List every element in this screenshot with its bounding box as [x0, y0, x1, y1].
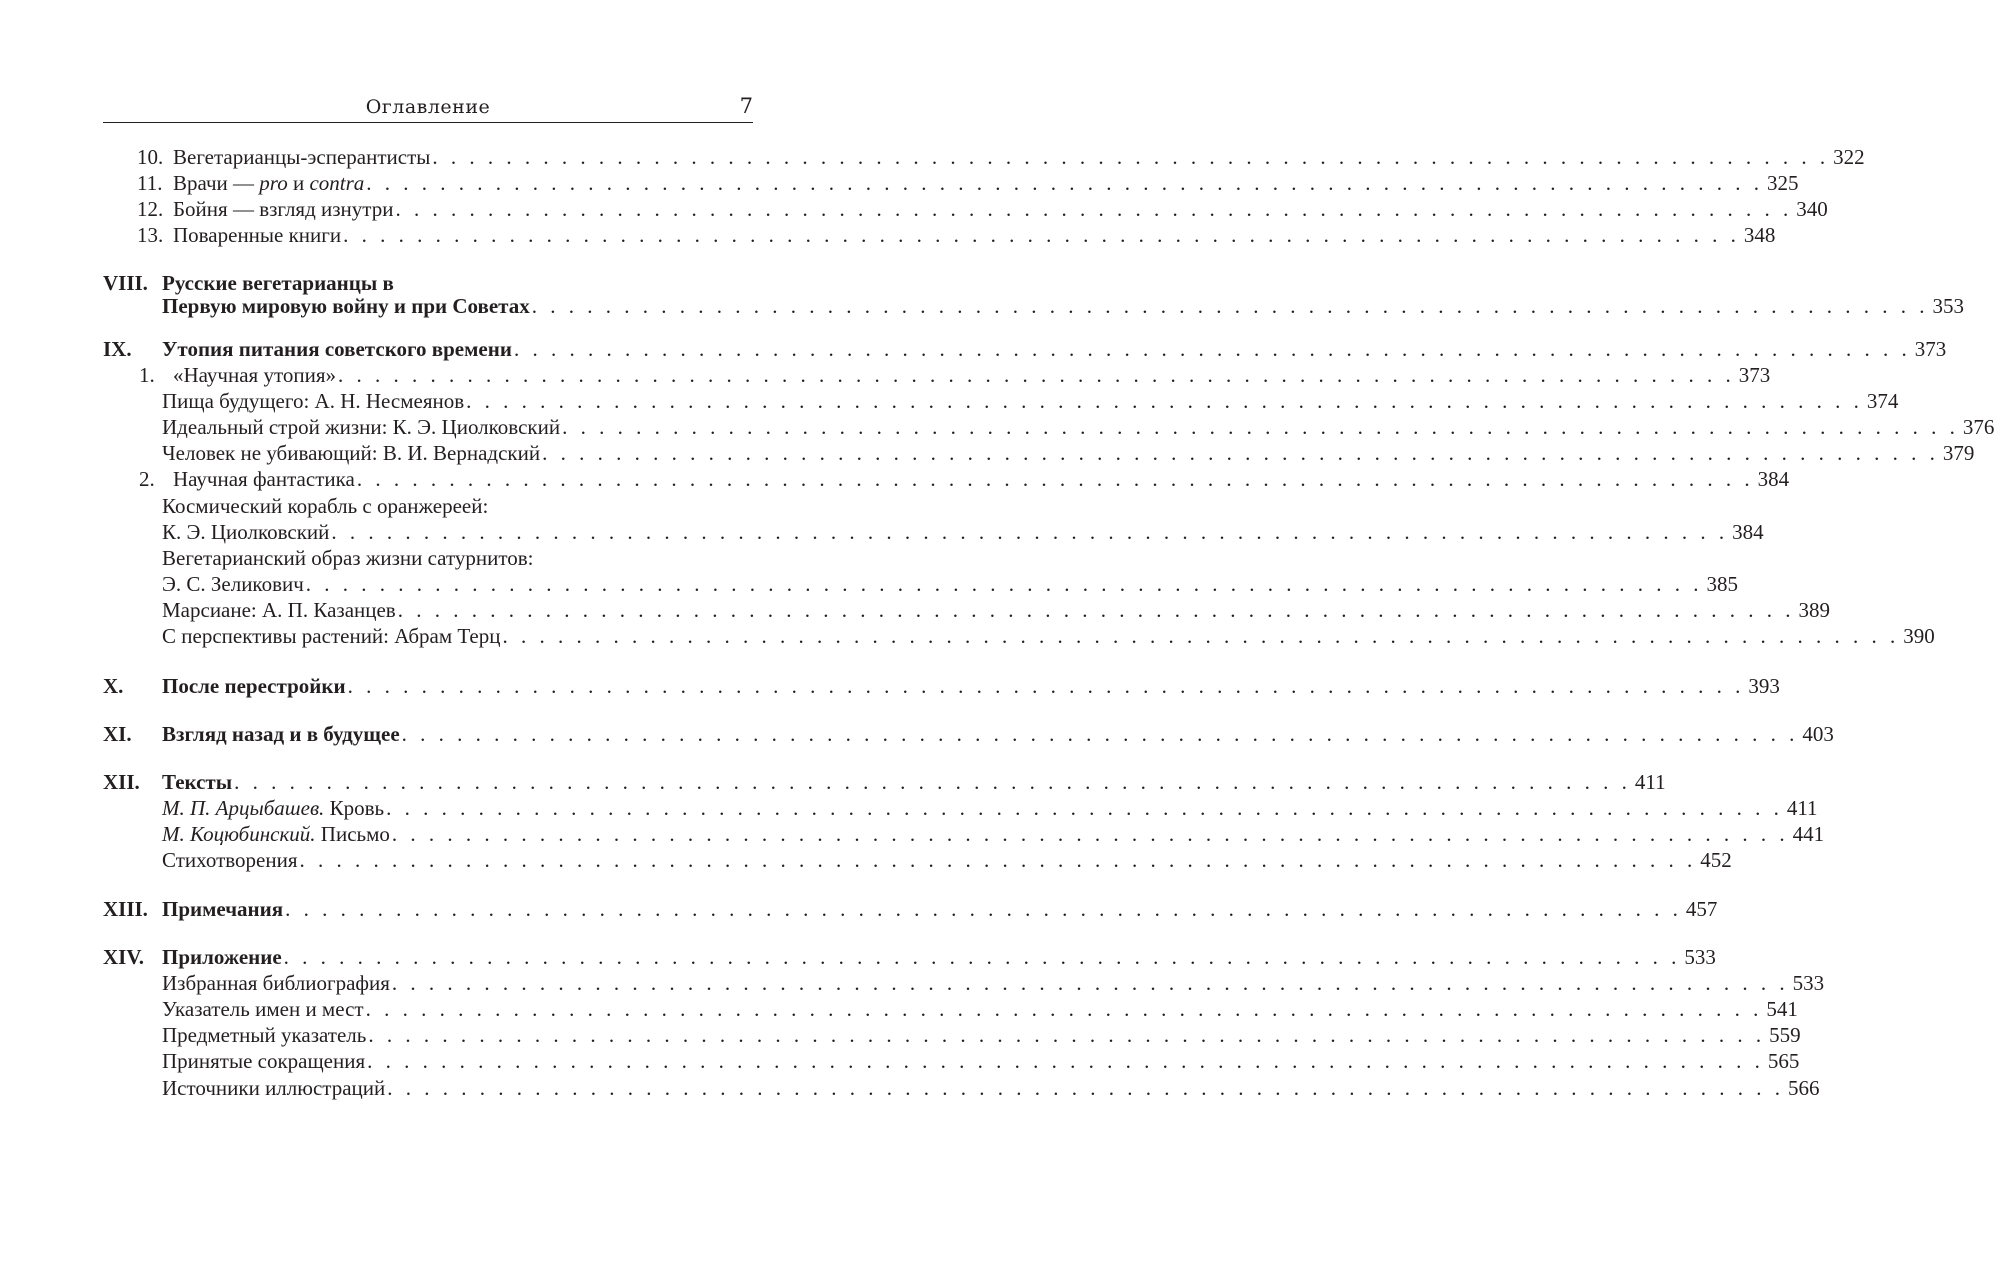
toc-page-number: 393 — [1748, 674, 1780, 698]
toc-entry-title: Поваренные книги — [173, 223, 342, 247]
dot-leader: . . . . . . . . . . . . . . . . . . . . . . . . . . . . . . . . . . . . . . . . . . . . . . . . . . . . . . . . . . . . . . . . . . . . . . . . . . . . — [343, 223, 1740, 247]
toc-subentry — [103, 414, 1994, 440]
dot-leader: . . . . . . . . . . . . . . . . . . . . . . . . . . . . . . . . . . . . . . . . . . . . . . . . . . . . . . . . . . . . . . . . . . . . . . . . . . . . — [391, 971, 1789, 995]
dot-leader: . . . . . . . . . . . . . . . . . . . . . . . . . . . . . . . . . . . . . . . . . . . . . . . . . . . . . . . . . . . . . . . . . . . . . . . . . . . . — [466, 389, 1863, 413]
chapter-title-line: Русские вегетарианцы в — [162, 271, 394, 295]
toc-page-number: 559 — [1769, 1023, 1801, 1047]
toc-subentry — [103, 597, 1830, 623]
toc-entry-title-line: Э. С. Зеликович — [162, 572, 304, 596]
chapter-title: Взгляд назад и в будущее — [162, 722, 400, 746]
toc-subentry — [103, 493, 753, 519]
dot-leader: . . . . . . . . . . . . . . . . . . . . . . . . . . . . . . . . . . . . . . . . . . . . . . . . . . . . . . . . . . . . . . . . . . . . . . . . . . . . — [305, 572, 1703, 596]
dot-leader: . . . . . . . . . . . . . . . . . . . . . . . . . . . . . . . . . . . . . . . . . . . . . . . . . . . . . . . . . . . . . . . . . . . . . . . . . . . . — [283, 945, 1681, 969]
toc-page-number: 385 — [1706, 572, 1739, 596]
dot-leader: . . . . . . . . . . . . . . . . . . . . . . . . . . . . . . . . . . . . . . . . . . . . . . . . . . . . . . . . . . . . . . . . . . . . . . . . . . . . — [366, 171, 1764, 195]
running-header — [103, 94, 753, 123]
toc-chapter — [103, 896, 1718, 922]
toc-entry-number: 10. — [137, 145, 164, 169]
toc-entry — [103, 362, 1771, 388]
toc-entry-title: Марсиане: А. П. Казанцев — [162, 598, 396, 622]
chapter-numeral: VIII. — [103, 271, 148, 295]
dot-leader: . . . . . . . . . . . . . . . . . . . . . . . . . . . . . . . . . . . . . . . . . . . . . . . . . . . . . . . . . . . . . . . . . . . . . . . . . . . . — [356, 467, 1754, 491]
toc-page-number: 452 — [1700, 848, 1732, 872]
dot-leader: . . . . . . . . . . . . . . . . . . . . . . . . . . . . . . . . . . . . . . . . . . . . . . . . . . . . . . . . . . . . . . . . . . . . . . . . . . . . — [513, 337, 1911, 361]
dot-leader: . . . . . . . . . . . . . . . . . . . . . . . . . . . . . . . . . . . . . . . . . . . . . . . . . . . . . . . . . . . . . . . . . . . . . . . . . . . . — [391, 822, 1789, 846]
chapter-numeral: XIV. — [103, 945, 145, 969]
toc-page-number: 353 — [1932, 294, 1964, 318]
toc-entry-title: Пища будущего: А. Н. Несмеянов — [162, 389, 465, 413]
toc-chapter — [103, 769, 1666, 795]
toc-subentry — [103, 440, 1975, 466]
chapter-title: Утопия питания советского времени — [162, 337, 512, 361]
toc-page-number: 541 — [1766, 997, 1798, 1021]
toc-page-number: 340 — [1796, 197, 1828, 221]
dot-leader: . . . . . . . . . . . . . . . . . . . . . . . . . . . . . . . . . . . . . . . . . . . . . . . . . . . . . . . . . . . . . . . . . . . . . . . . . . . . — [432, 145, 1830, 169]
toc-entry-number: 12. — [137, 197, 164, 221]
toc-page-number: 373 — [1914, 337, 1947, 361]
toc-entry-title-line: К. Э. Циолковский — [162, 520, 330, 544]
toc-page-number: 411 — [1634, 770, 1666, 794]
toc-entry-number: 13. — [137, 223, 164, 247]
toc-entry-title: Бойня — взгляд изнутри — [173, 197, 394, 221]
toc-entry-title: Стихотворения — [162, 848, 298, 872]
toc-entry-title: Врачи — pro и contra — [173, 171, 365, 195]
toc-chapter-continuation — [103, 293, 1964, 319]
toc-entry-title: Избранная библиография — [162, 971, 390, 995]
toc-chapter — [103, 336, 1947, 362]
toc-entry-title: Предметный указатель — [162, 1023, 367, 1047]
toc-entry — [103, 196, 1828, 222]
toc-entry-title: «Научная утопия» — [173, 363, 336, 387]
toc-subentry — [103, 623, 1935, 649]
toc-entry-title: Указатель имен и мест — [162, 997, 364, 1021]
toc-page-number: 376 — [1962, 415, 1994, 439]
chapter-numeral: XII. — [103, 770, 140, 794]
toc-page-number: 384 — [1732, 520, 1764, 544]
toc-entry-title: С перспективы растений: Абрам Терц — [162, 624, 501, 648]
dot-leader: . . . . . . . . . . . . . . . . . . . . . . . . . . . . . . . . . . . . . . . . . . . . . . . . . . . . . . . . . . . . . . . . . . . . . . . . . . . . — [368, 1023, 1766, 1047]
toc-entry-title: Вегетарианцы-эсперантисты — [173, 145, 431, 169]
toc-entry-title: Человек не убивающий: В. И. Вернадский — [162, 441, 541, 465]
toc-entry — [103, 466, 1790, 492]
toc-subentry-continuation — [103, 571, 1739, 597]
toc-page-number: 566 — [1788, 1076, 1820, 1100]
toc-chapter — [103, 944, 1716, 970]
toc-page-number: 533 — [1792, 971, 1825, 995]
toc-subentry — [103, 1022, 1801, 1048]
page-number: 7 — [739, 94, 753, 118]
dot-leader: . . . . . . . . . . . . . . . . . . . . . . . . . . . . . . . . . . . . . . . . . . . . . . . . . . . . . . . . . . . . . . . . . . . . . . . . . . . . — [299, 848, 1697, 872]
chapter-title: После перестройки — [162, 674, 346, 698]
toc-page-number: 322 — [1833, 145, 1865, 169]
toc-entry-title: М. П. Арцыбашев. Кровь — [162, 796, 385, 820]
toc-page-number: 373 — [1738, 363, 1771, 387]
toc-page-number: 325 — [1767, 171, 1799, 195]
toc-entry-title: Научная фантастика — [173, 467, 355, 491]
dot-leader: . . . . . . . . . . . . . . . . . . . . . . . . . . . . . . . . . . . . . . . . . . . . . . . . . . . . . . . . . . . . . . . . . . . . . . . . . . . . — [331, 520, 1729, 544]
toc-entry-title-line: Вегетарианский образ жизни сатурнитов: — [162, 546, 534, 570]
dot-leader: . . . . . . . . . . . . . . . . . . . . . . . . . . . . . . . . . . . . . . . . . . . . . . . . . . . . . . . . . . . . . . . . . . . . . . . . . . . . — [386, 796, 1783, 820]
toc-subentry — [103, 970, 1825, 996]
toc-page-number: 390 — [1903, 624, 1935, 648]
toc-page-number: 403 — [1802, 722, 1834, 746]
toc-subentry — [103, 795, 1818, 821]
toc-page-number: 384 — [1757, 467, 1790, 491]
toc-page-number: 411 — [1786, 796, 1818, 820]
chapter-numeral: XI. — [103, 722, 132, 746]
toc-subentry-continuation — [103, 519, 1764, 545]
toc-subentry — [103, 545, 753, 571]
dot-leader: . . . . . . . . . . . . . . . . . . . . . . . . . . . . . . . . . . . . . . . . . . . . . . . . . . . . . . . . . . . . . . . . . . . . . . . . . . . . — [531, 294, 1929, 318]
toc-entry-title-line: Космический корабль с оранжереей: — [162, 494, 489, 518]
chapter-title: Тексты — [162, 770, 233, 794]
dot-leader: . . . . . . . . . . . . . . . . . . . . . . . . . . . . . . . . . . . . . . . . . . . . . . . . . . . . . . . . . . . . . . . . . . . . . . . . . . . . — [365, 997, 1763, 1021]
toc-subentry — [103, 388, 1899, 414]
toc-entry-number: 2. — [139, 467, 155, 491]
toc-chapter — [103, 721, 1834, 747]
toc-page-number: 389 — [1798, 598, 1830, 622]
toc-subentry — [103, 996, 1798, 1022]
dot-leader: . . . . . . . . . . . . . . . . . . . . . . . . . . . . . . . . . . . . . . . . . . . . . . . . . . . . . . . . . . . . . . . . . . . . . . . . . . . . — [562, 415, 1959, 439]
toc-page-number: 379 — [1942, 441, 1975, 465]
chapter-numeral: XIII. — [103, 897, 148, 921]
toc-subentry — [103, 847, 1732, 873]
toc-chapter — [103, 673, 1780, 699]
dot-leader: . . . . . . . . . . . . . . . . . . . . . . . . . . . . . . . . . . . . . . . . . . . . . . . . . . . . . . . . . . . . . . . . . . . . . . . . . . . . — [542, 441, 1939, 465]
toc-entry-number: 1. — [139, 363, 155, 387]
toc-entry-title: М. Коцюбинский. Письмо — [162, 822, 390, 846]
dot-leader: . . . . . . . . . . . . . . . . . . . . . . . . . . . . . . . . . . . . . . . . . . . . . . . . . . . . . . . . . . . . . . . . . . . . . . . . . . . . — [397, 598, 1795, 622]
dot-leader: . . . . . . . . . . . . . . . . . . . . . . . . . . . . . . . . . . . . . . . . . . . . . . . . . . . . . . . . . . . . . . . . . . . . . . . . . . . . — [347, 674, 1745, 698]
toc-entry — [103, 144, 1865, 170]
dot-leader: . . . . . . . . . . . . . . . . . . . . . . . . . . . . . . . . . . . . . . . . . . . . . . . . . . . . . . . . . . . . . . . . . . . . . . . . . . . . — [338, 363, 1735, 387]
dot-leader: . . . . . . . . . . . . . . . . . . . . . . . . . . . . . . . . . . . . . . . . . . . . . . . . . . . . . . . . . . . . . . . . . . . . . . . . . . . . — [395, 197, 1793, 221]
toc-subentry — [103, 1075, 1820, 1101]
dot-leader: . . . . . . . . . . . . . . . . . . . . . . . . . . . . . . . . . . . . . . . . . . . . . . . . . . . . . . . . . . . . . . . . . . . . . . . . . . . . — [367, 1049, 1764, 1073]
toc-page-number: 533 — [1684, 945, 1716, 969]
toc-page-number: 441 — [1792, 822, 1825, 846]
dot-leader: . . . . . . . . . . . . . . . . . . . . . . . . . . . . . . . . . . . . . . . . . . . . . . . . . . . . . . . . . . . . . . . . . . . . . . . . . . . . — [502, 624, 1900, 648]
chapter-title-line: Первую мировую войну и при Советах — [162, 294, 530, 318]
chapter-numeral: X. — [103, 674, 124, 698]
toc-entry-number: 11. — [137, 171, 163, 195]
dot-leader: . . . . . . . . . . . . . . . . . . . . . . . . . . . . . . . . . . . . . . . . . . . . . . . . . . . . . . . . . . . . . . . . . . . . . . . . . . . . — [234, 770, 1631, 794]
toc-page-number: 457 — [1685, 897, 1718, 921]
toc-entry-title: Источники иллюстраций — [162, 1076, 386, 1100]
toc-page-number: 565 — [1767, 1049, 1800, 1073]
dot-leader: . . . . . . . . . . . . . . . . . . . . . . . . . . . . . . . . . . . . . . . . . . . . . . . . . . . . . . . . . . . . . . . . . . . . . . . . . . . . — [285, 897, 1682, 921]
toc-subentry — [103, 821, 1825, 847]
toc-entry-title: Принятые сокращения — [162, 1049, 366, 1073]
toc-entry — [103, 170, 1799, 196]
toc-entry — [103, 222, 1776, 248]
dot-leader: . . . . . . . . . . . . . . . . . . . . . . . . . . . . . . . . . . . . . . . . . . . . . . . . . . . . . . . . . . . . . . . . . . . . . . . . . . . . — [401, 722, 1799, 746]
toc-page-number: 374 — [1866, 389, 1899, 413]
chapter-numeral: IX. — [103, 337, 132, 361]
dot-leader: . . . . . . . . . . . . . . . . . . . . . . . . . . . . . . . . . . . . . . . . . . . . . . . . . . . . . . . . . . . . . . . . . . . . . . . . . . . . — [387, 1076, 1784, 1100]
toc-page-number: 348 — [1743, 223, 1776, 247]
toc-subentry — [103, 1048, 1800, 1074]
chapter-title: Приложение — [162, 945, 282, 969]
chapter-title: Примечания — [162, 897, 284, 921]
toc-entry-title: Идеальный строй жизни: К. Э. Циолковский — [162, 415, 561, 439]
running-header-title: Оглавление — [365, 96, 491, 118]
